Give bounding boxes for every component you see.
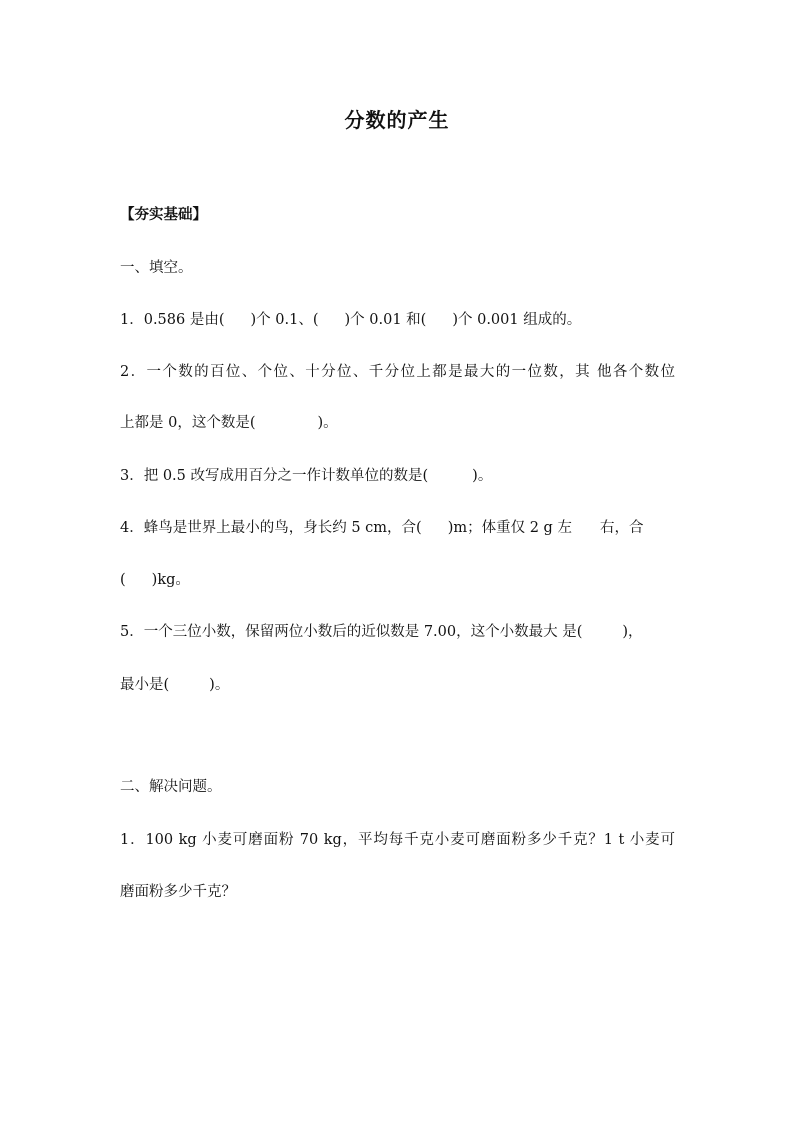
question-3 (120, 466, 675, 486)
q1-text-c: )个 0.01 和( (344, 312, 427, 328)
question-2-line-2 (120, 413, 675, 433)
q4-text-a: 4．蜂鸟是世界上最小的鸟，身长约 5 cm，合( (120, 520, 422, 536)
q3-text-a: 3．把 0.5 改写成用百分之一作计数单位的数是( (120, 468, 429, 484)
problem-1-line-1: 1．100 kg 小麦可磨面粉 70 kg，平均每千克小麦可磨面粉多少千克？1 t 小麦可 (120, 832, 675, 848)
section-header: 【夯实基础】 (120, 206, 207, 223)
part1-heading: 一、填空。 (120, 260, 193, 276)
q2-text-a: 上都是 0，这个数是( (120, 415, 256, 431)
question-2-line-1: 2．一个数的百位、个位、十分位、千分位上都是最大的一位数，其 他各个数位 (120, 364, 675, 380)
q3-text-b: )。 (472, 468, 493, 484)
part2-heading: 二、解决问题。 (120, 779, 222, 795)
q1-text-d: )个 0.001 组成的。 (452, 312, 582, 328)
q5-text-line2a: 最小是( (120, 677, 170, 693)
question-4-line-1 (120, 518, 675, 538)
question-1 (120, 310, 675, 330)
problem-1-line-2: 磨面粉多少千克？ (120, 884, 236, 900)
page-title: 分数的产生 (344, 108, 450, 132)
q5-text-b: )， (622, 624, 643, 640)
q5-text-line2b: )。 (209, 677, 230, 693)
question-5-line-2 (120, 675, 675, 695)
q4-text-b: )m；体重仅 2 g 左 (447, 520, 572, 536)
q4-text-line2b: )kg。 (151, 572, 190, 588)
q1-text-b: )个 0.1、( (250, 312, 319, 328)
q2-text-b: )。 (317, 415, 338, 431)
q1-text-a: 1．0.586 是由( (120, 312, 225, 328)
q4-text-c: 右，合 (599, 520, 644, 536)
question-4-line-2 (120, 570, 675, 590)
q4-text-line2a: ( (120, 572, 126, 588)
question-5-line-1 (120, 622, 675, 642)
q5-text-a: 5．一个三位小数，保留两位小数后的近似数是 7.00，这个小数最大 是( (120, 624, 583, 640)
